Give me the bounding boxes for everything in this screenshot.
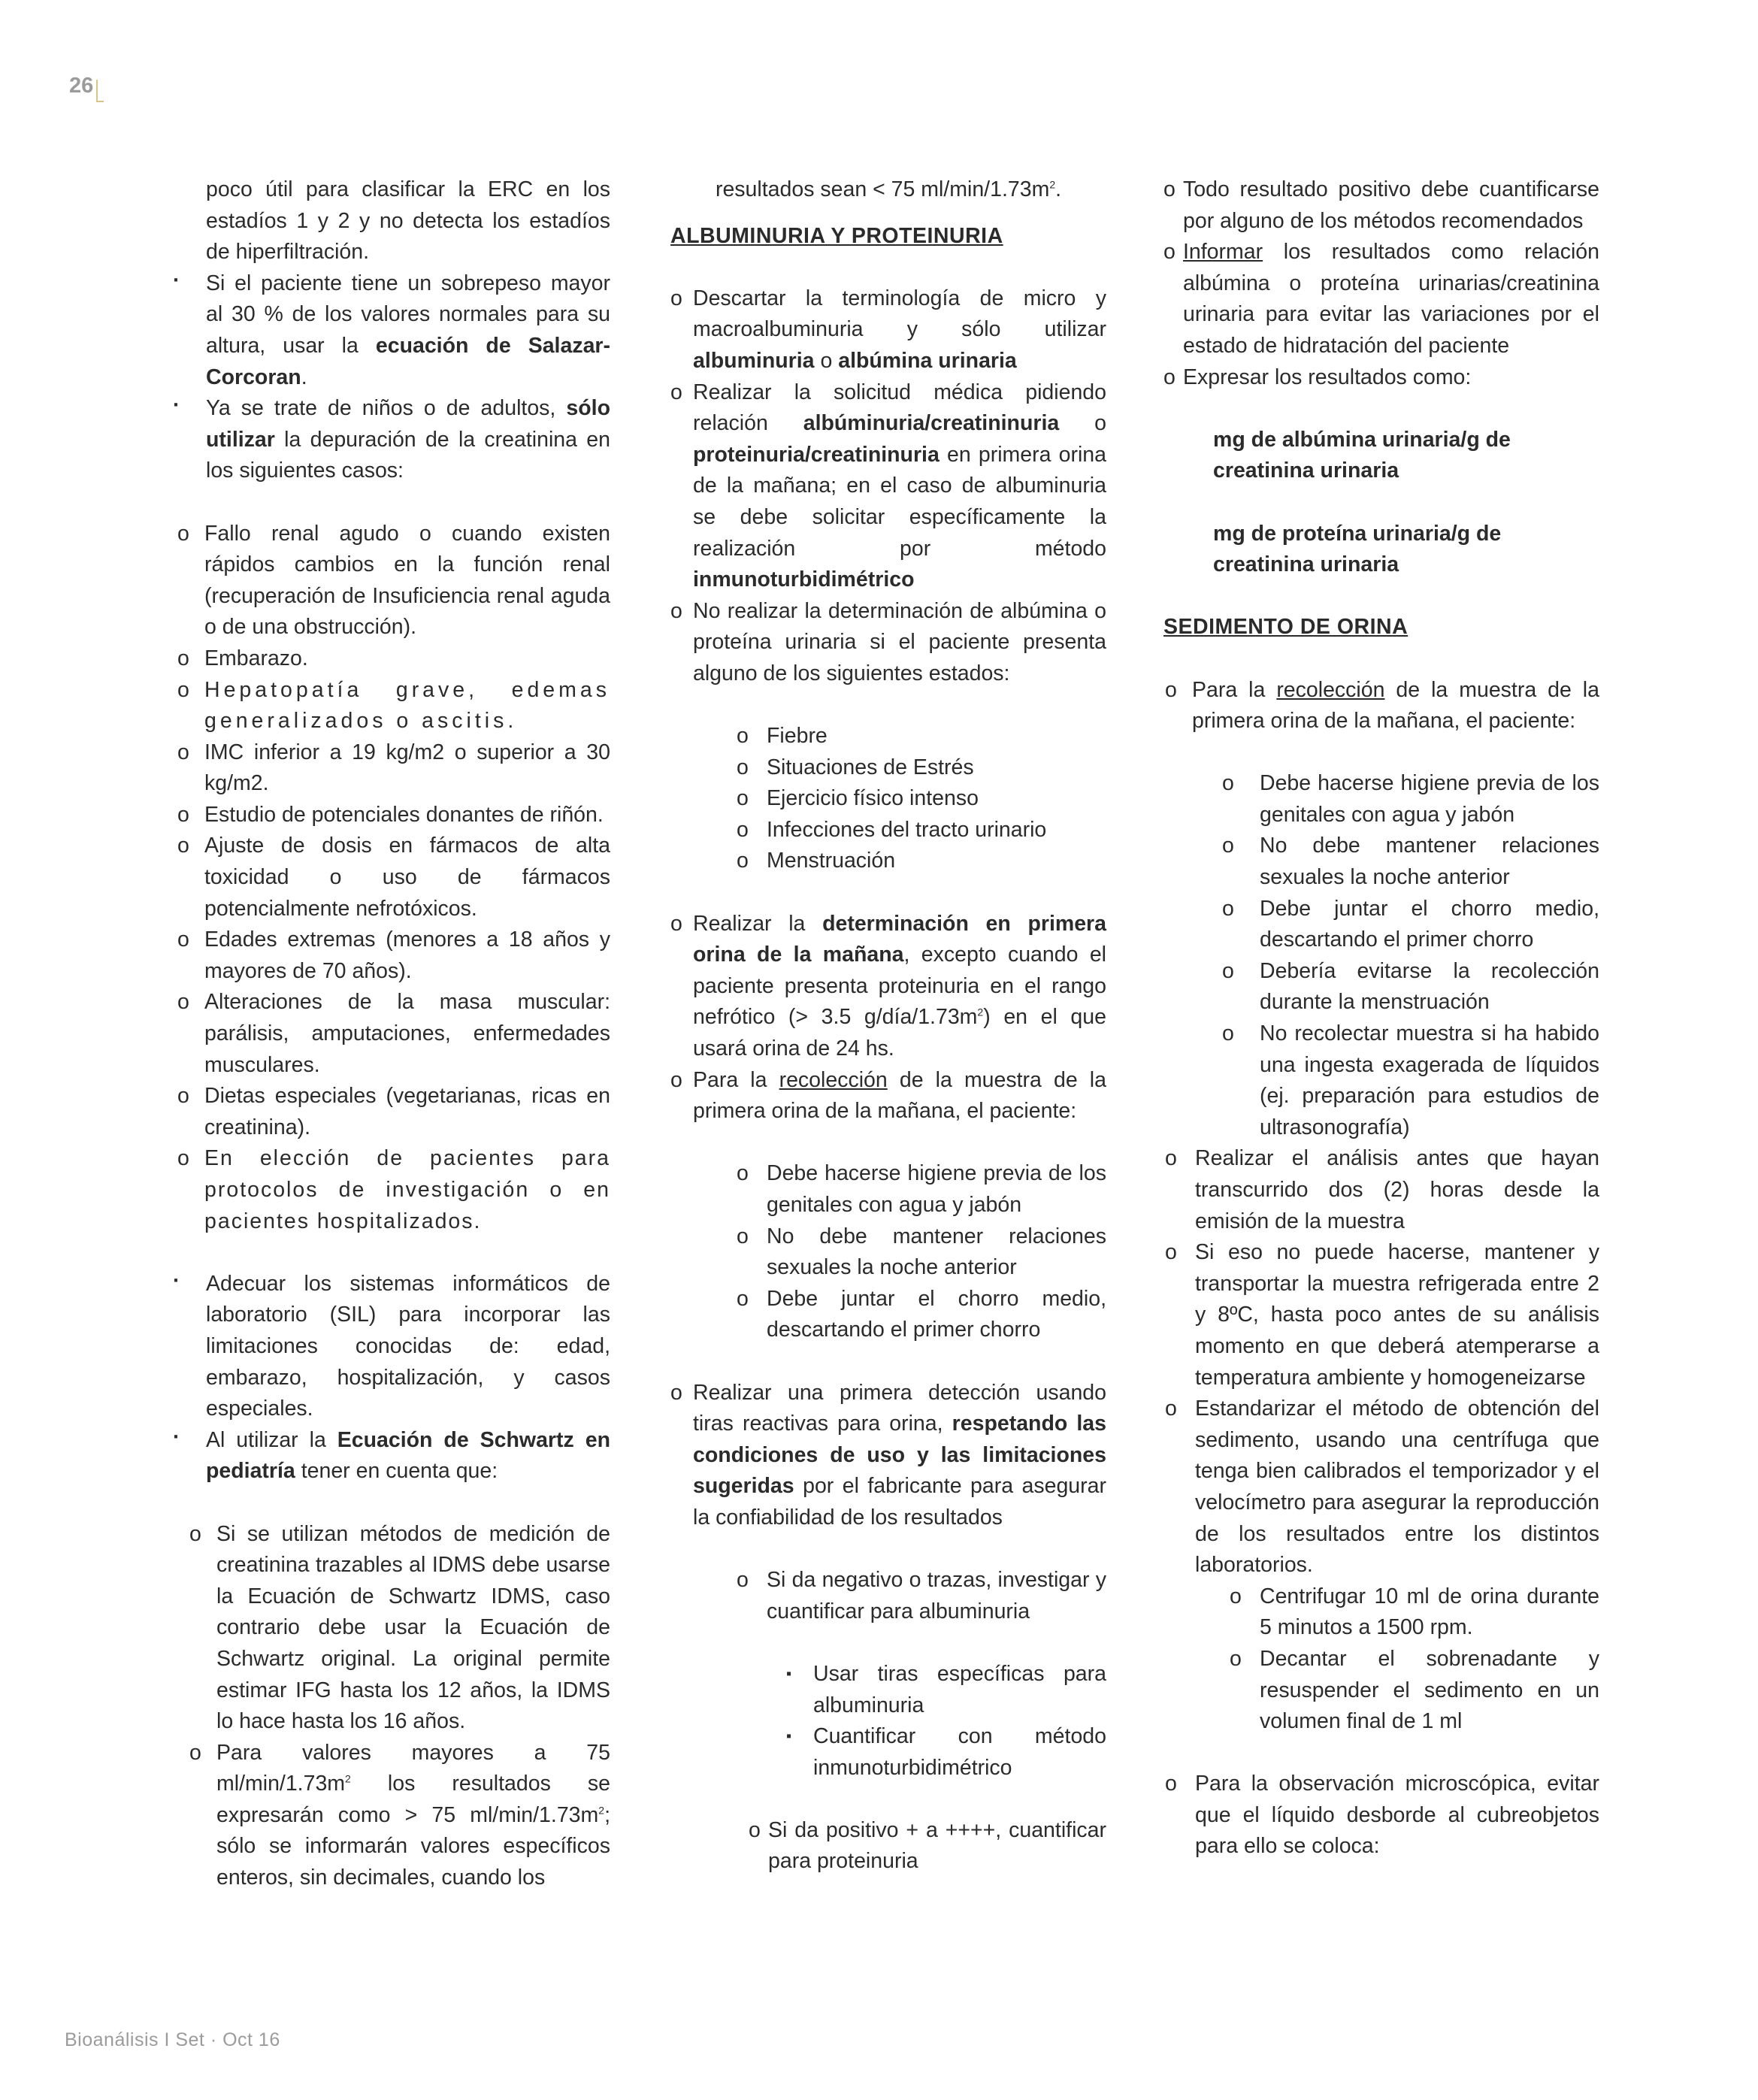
- formula-protein: mg de proteína urinaria/g de creatinina urinaria: [1213, 521, 1502, 577]
- section-heading: ALBUMINURIA Y PROTEINURIA: [670, 223, 1003, 248]
- list-item: o Menstruación: [737, 849, 896, 873]
- list-item: o Situaciones de Estrés: [737, 755, 974, 779]
- list-item: o Realizar la determinación en primera orina de la mañana, excepto cuando el paciente presenta proteinuria en el rango nefrótico (> 3.5 $g/día/1.73m^2$) en el que usará orina de 24 hs.: [670, 911, 1106, 1061]
- bullet-item: · Si el paciente tiene un sobrepeso mayor al 30 % de los valores normales para su altura, usar la ecuación de Salazar-Corcoran.: [165, 268, 610, 393]
- list-item: o Para la recolección de la muestra de la primera orina de la mañana, el paciente:: [1165, 677, 1599, 734]
- list-item: o Embarazo.: [177, 646, 308, 670]
- column-2: [670, 174, 1106, 1878]
- list-item: o Todo resultado positivo debe cuantificarse por alguno de los métodos recomendados: [1163, 177, 1599, 233]
- list-item: o Realizar la solicitud médica pidiendo relación albúminuria/creatininuria o proteinuria/creatininuria en primera orina de la mañana; en el caso de albuminuria se debe solicitar específicamente la realización por método inmunoturbidimétrico: [670, 380, 1106, 592]
- column-3: [1163, 174, 1599, 1862]
- list-item: o Estandarizar el método de obtención del sedimento, usando una centrífuga que tenga bien calibrados el temporizador y el velocímetro para asegurar la reproducción de los resultados entre los distintos laboratorios.: [1165, 1396, 1599, 1578]
- bullet-item: · Adecuar los sistemas informáticos de laboratorio (SIL) para incorporar las limitaciones conocidas de: edad, embarazo, hospitalización, y casos especiales.: [165, 1269, 610, 1425]
- list-item: o Ajuste de dosis en fármacos de alta toxicidad o uso de fármacos potencialmente nefrotóxicos.: [177, 834, 610, 921]
- list-item: o Informar los resultados como relación albúmina o proteína urinarias/creatinina urinaria para evitar las variaciones por el estado de hidratación del paciente: [1163, 240, 1599, 358]
- bullet-item: · Al utilizar la Ecuación de Schwartz en pediatría tener en cuenta que:: [165, 1425, 610, 1487]
- section-heading: SEDIMENTO DE ORINA: [1163, 615, 1409, 640]
- list-item: o Debería evitarse la recolección durante la menstruación: [1222, 958, 1599, 1015]
- bullet-marker: ·: [173, 1424, 180, 1449]
- list-item: o Si da positivo + a ++++, cuantificar para proteinuria: [749, 1817, 1106, 1874]
- list-item: o No recolectar muestra si ha habido una ingesta exagerada de líquidos (ej. preparación para estudios de ultrasonografía): [1222, 1021, 1599, 1139]
- list-item: o Estudio de potenciales donantes de riñón.: [177, 802, 604, 827]
- page-footer: Bioanálisis I Set · Oct 16: [65, 2029, 280, 2050]
- list-item: o Edades extremas (menores a 18 años y mayores de 70 años).: [177, 927, 610, 983]
- list-item: o Hepatopatía grave, edemas generalizados o ascitis.: [177, 677, 610, 734]
- list-item: o Expresar los resultados como:: [1163, 365, 1472, 389]
- list-item: o Debe juntar el chorro medio, descartando el primer chorro: [737, 1286, 1106, 1342]
- page-number-mark: [96, 80, 104, 102]
- list-item: o Ejercicio físico intenso: [737, 786, 979, 811]
- list-item: o No debe mantener relaciones sexuales la noche anterior: [1222, 834, 1599, 890]
- list-item: o No realizar la determinación de albúmina o proteína urinaria si el paciente presenta alguno de los siguientes estados:: [670, 598, 1106, 685]
- list-item: o Debe hacerse higiene previa de los genitales con agua y jabón: [1222, 771, 1599, 827]
- list-item: o Si eso no puede hacerse, mantener y transportar la muestra refrigerada entre 2 y 8ºC, hasta poco antes de su análisis momento en que deberá atemperarse a temperatura ambiente y homogeneizarse: [1165, 1240, 1599, 1390]
- list-item: o Para la recolección de la muestra de la primera orina de la mañana, el paciente:: [670, 1067, 1106, 1124]
- paragraph-continued: poco útil para clasificar la ERC en los estadíos 1 y 2 y no detecta los estadíos de hiperfiltración.: [206, 177, 610, 265]
- list-item: o Debe juntar el chorro medio, descartando el primer chorro: [1222, 896, 1599, 952]
- list-item: o Para valores mayores a 75 $ml/\min/1.73m^2$ los resultados se expresarán como > 75 $ml/\min/1.73m^2$; sólo se informarán valores específicos enteros, sin decimales, cuando los: [189, 1740, 610, 1890]
- page-number: 26: [69, 74, 94, 98]
- bullet-marker: ·: [173, 268, 180, 292]
- list-item: o Dietas especiales (vegetarianas, ricas en creatinina).: [177, 1084, 610, 1139]
- list-item: o Si se utilizan métodos de medición de creatinina trazables al IDMS debe usarse la Ecuación de Schwartz IDMS, caso contrario debe usar la Ecuación de Schwartz original. La original permite estimar IFG hasta los 12 años, la IDMS lo hace hasta los 16 años.: [189, 1521, 610, 1734]
- list-item: o Debe hacerse higiene previa de los genitales con agua y jabón: [737, 1161, 1106, 1217]
- list-item: o Realizar una primera detección usando tiras reactivas para orina, respetando las condiciones de uso y las limitaciones sugeridas por el fabricante para asegurar la confiabilidad de los resultados: [670, 1380, 1107, 1530]
- column-1: [165, 174, 610, 1894]
- list-item: o IMC inferior a 19 kg/m2 o superior a 30 kg/m2.: [177, 740, 610, 796]
- list-item: o Fiebre: [737, 724, 828, 749]
- bullet-marker: ·: [173, 393, 180, 418]
- bullet-marker: ·: [173, 1268, 180, 1293]
- list-item: o En elección de pacientes para protocolos de investigación o en pacientes hospitalizados.: [177, 1146, 610, 1233]
- list-item: o Centrifugar 10 ml de orina durante 5 minutos a 1500 rpm.: [1230, 1584, 1599, 1640]
- list-item: o Si da negativo o trazas, investigar y cuantificar para albuminuria: [737, 1568, 1106, 1623]
- list-item: ▪ Usar tiras específicas para albuminuria: [786, 1661, 1106, 1717]
- paragraph-continued: resultados sean < 75 $ml/\min/1.73m^2$.: [715, 177, 1062, 201]
- list-item: o Infecciones del tracto urinario: [737, 817, 1047, 842]
- list-item: o Alteraciones de la masa muscular: parálisis, amputaciones, enfermedades musculares.: [177, 990, 610, 1077]
- list-item: o Fallo renal agudo o cuando existen rápidos cambios en la función renal (recuperación de Insuficiencia renal aguda o de una obstrucción).: [177, 521, 610, 640]
- formula-albumin: mg de albúmina urinaria/g de creatinina urinaria: [1213, 427, 1511, 483]
- list-item: o Decantar el sobrenadante y resuspender el sedimento en un volumen final de 1 ml: [1230, 1646, 1599, 1734]
- list-item: o Descartar la terminología de micro y macroalbuminuria y sólo utilizar albuminuria o albúmina urinaria: [670, 286, 1106, 373]
- list-item: o No debe mantener relaciones sexuales la noche anterior: [737, 1224, 1106, 1280]
- list-item: o Para la observación microscópica, evitar que el líquido desborde al cubreobjetos para ello se coloca:: [1165, 1772, 1599, 1859]
- bullet-item: · Ya se trate de niños o de adultos, sólo utilizar la depuración de la creatinina en los siguientes casos:: [165, 393, 610, 487]
- list-item: o Realizar el análisis antes que hayan transcurrido dos (2) horas desde la emisión de la muestra: [1165, 1146, 1599, 1233]
- list-item: ▪ Cuantificar con método inmunoturbidimétrico: [786, 1724, 1106, 1780]
